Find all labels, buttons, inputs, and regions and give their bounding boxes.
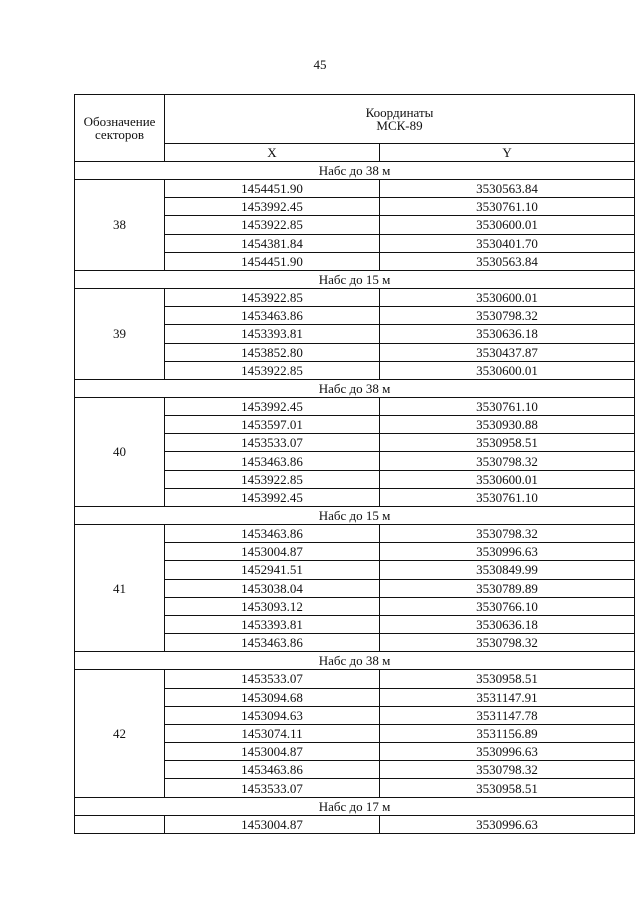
y-coordinate-cell: 3530636.18	[380, 325, 635, 343]
x-coordinate-cell: 1453074.11	[165, 724, 380, 742]
y-coordinate-cell: 3530600.01	[380, 470, 635, 488]
y-coordinate-cell: 3530563.84	[380, 180, 635, 198]
sector-id-cell: 38	[75, 180, 165, 271]
table-row	[75, 180, 635, 198]
height-band-label: Набс до 38 м	[75, 162, 635, 180]
y-coordinate-cell: 3530761.10	[380, 488, 635, 506]
x-coordinate-cell: 1453094.68	[165, 688, 380, 706]
page-number: 45	[313, 57, 327, 72]
x-coordinate-cell: 1453463.86	[165, 634, 380, 652]
y-coordinate-cell: 3530766.10	[380, 597, 635, 615]
table-row	[75, 670, 635, 688]
y-coordinate-cell: 3530798.32	[380, 634, 635, 652]
x-coordinate-cell: 1453597.01	[165, 416, 380, 434]
x-coordinate-cell: 1453094.63	[165, 706, 380, 724]
x-coordinate-cell: 1453093.12	[165, 597, 380, 615]
coordinates-table	[74, 94, 635, 834]
height-band-label: Набс до 38 м	[75, 379, 635, 397]
coordinates-header-line1: Координаты	[365, 105, 434, 120]
y-coordinate-cell: 3530789.89	[380, 579, 635, 597]
x-coordinate-cell: 1453463.86	[165, 761, 380, 779]
table-body	[75, 162, 635, 834]
y-coordinate-cell: 3531156.89	[380, 724, 635, 742]
x-coordinate-cell: 1453463.86	[165, 525, 380, 543]
height-band-label: Набс до 15 м	[75, 270, 635, 288]
y-coordinate-cell: 3530600.01	[380, 361, 635, 379]
x-coordinate-cell: 1453004.87	[165, 543, 380, 561]
x-coordinate-cell: 1452941.51	[165, 561, 380, 579]
x-coordinate-cell: 1454451.90	[165, 180, 380, 198]
y-coordinate-cell: 3530798.32	[380, 525, 635, 543]
sector-header-line2: секторов	[95, 127, 144, 142]
coordinates-header-line2: МСК-89	[376, 118, 423, 133]
y-coordinate-cell: 3530761.10	[380, 397, 635, 415]
sector-id-cell	[75, 815, 165, 833]
y-coordinate-cell: 3530563.84	[380, 252, 635, 270]
y-coordinate-cell: 3530798.32	[380, 761, 635, 779]
x-coordinate-cell: 1453992.45	[165, 488, 380, 506]
y-coordinate-cell: 3530437.87	[380, 343, 635, 361]
x-coordinate-cell: 1453038.04	[165, 579, 380, 597]
x-coordinate-cell: 1453922.85	[165, 216, 380, 234]
y-coordinate-cell: 3530798.32	[380, 452, 635, 470]
sector-id-cell: 40	[75, 397, 165, 506]
sector-header-line1: Обозначение	[83, 114, 156, 129]
table-row	[75, 397, 635, 415]
x-coordinate-cell: 1453393.81	[165, 615, 380, 633]
x-coordinate-cell: 1453533.07	[165, 434, 380, 452]
y-column-header: Y	[380, 144, 635, 162]
y-coordinate-cell: 3530958.51	[380, 779, 635, 797]
x-coordinate-cell: 1453922.85	[165, 470, 380, 488]
y-coordinate-cell: 3530930.88	[380, 416, 635, 434]
x-coordinate-cell: 1453852.80	[165, 343, 380, 361]
sector-id-cell: 41	[75, 525, 165, 652]
y-coordinate-cell: 3531147.78	[380, 706, 635, 724]
x-coordinate-cell: 1453992.45	[165, 198, 380, 216]
table-row	[75, 815, 635, 833]
sector-column-header	[75, 95, 165, 162]
height-band-row	[75, 162, 635, 180]
y-coordinate-cell: 3530761.10	[380, 198, 635, 216]
y-coordinate-cell: 3530798.32	[380, 307, 635, 325]
table-row	[75, 525, 635, 543]
x-coordinate-cell: 1453922.85	[165, 361, 380, 379]
height-band-row	[75, 270, 635, 288]
y-coordinate-cell: 3530996.63	[380, 815, 635, 833]
x-coordinate-cell: 1453004.87	[165, 743, 380, 761]
y-coordinate-cell: 3530636.18	[380, 615, 635, 633]
x-coordinate-cell: 1453992.45	[165, 397, 380, 415]
x-column-header: X	[165, 144, 380, 162]
x-coordinate-cell: 1453533.07	[165, 779, 380, 797]
y-coordinate-cell: 3530958.51	[380, 670, 635, 688]
height-band-row	[75, 797, 635, 815]
table-row	[75, 288, 635, 306]
y-coordinate-cell: 3530401.70	[380, 234, 635, 252]
height-band-label: Набс до 38 м	[75, 652, 635, 670]
x-coordinate-cell: 1453463.86	[165, 452, 380, 470]
x-coordinate-cell: 1453393.81	[165, 325, 380, 343]
y-coordinate-cell: 3530996.63	[380, 743, 635, 761]
coordinates-header	[165, 95, 635, 144]
y-coordinate-cell: 3530600.01	[380, 216, 635, 234]
height-band-row	[75, 652, 635, 670]
x-coordinate-cell: 1453004.87	[165, 815, 380, 833]
height-band-label: Набс до 15 м	[75, 507, 635, 525]
y-coordinate-cell: 3530996.63	[380, 543, 635, 561]
x-coordinate-cell: 1453922.85	[165, 288, 380, 306]
x-coordinate-cell: 1453533.07	[165, 670, 380, 688]
x-coordinate-cell: 1453463.86	[165, 307, 380, 325]
sector-id-cell: 42	[75, 670, 165, 797]
height-band-label: Набс до 17 м	[75, 797, 635, 815]
x-coordinate-cell: 1454451.90	[165, 252, 380, 270]
height-band-row	[75, 379, 635, 397]
y-coordinate-cell: 3530958.51	[380, 434, 635, 452]
x-coordinate-cell: 1454381.84	[165, 234, 380, 252]
height-band-row	[75, 507, 635, 525]
sector-id-cell: 39	[75, 288, 165, 379]
y-coordinate-cell: 3530600.01	[380, 288, 635, 306]
y-coordinate-cell: 3531147.91	[380, 688, 635, 706]
y-coordinate-cell: 3530849.99	[380, 561, 635, 579]
